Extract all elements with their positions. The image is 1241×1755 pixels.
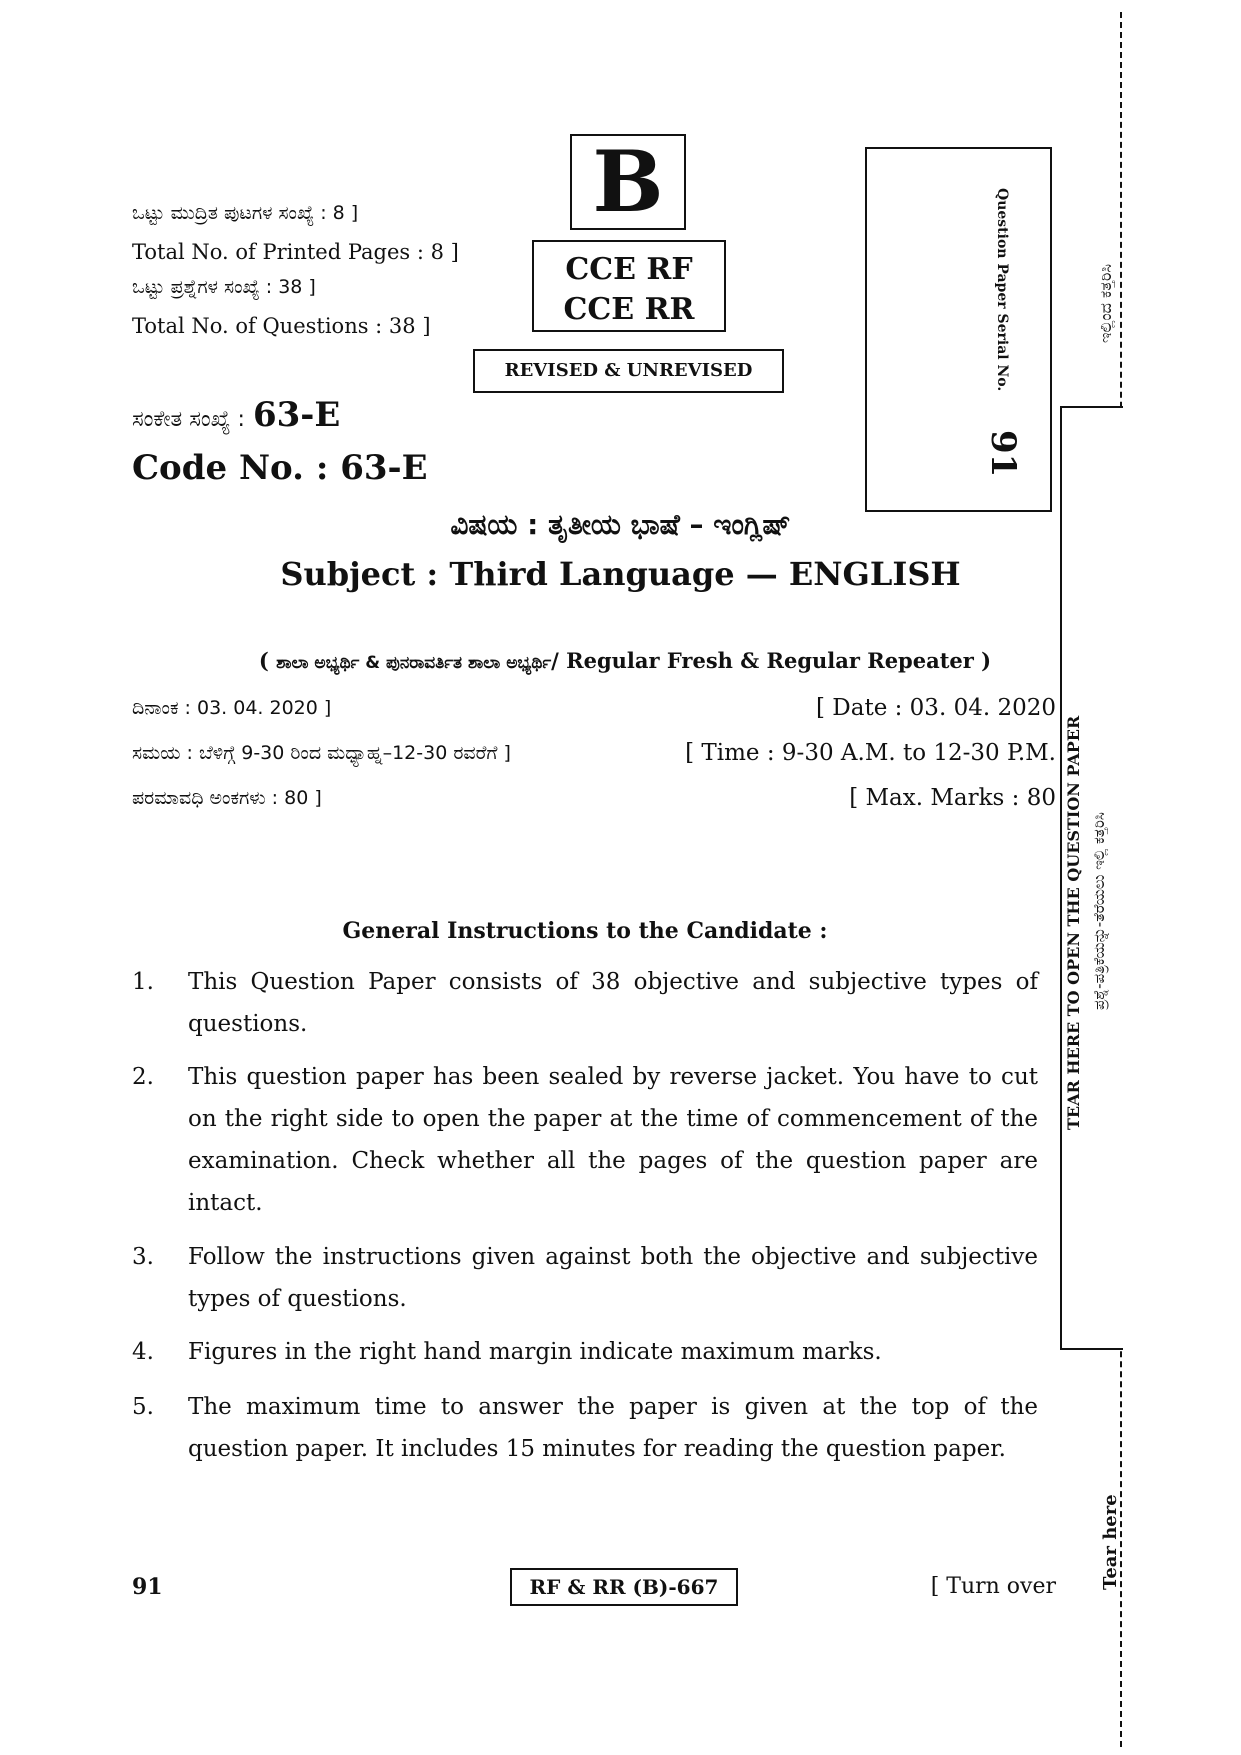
kn-printed-pages: ಒಟ್ಟು ಮುದ್ರಿತ ಪುಟಗಳ ಸಂಖ್ಯೆ : 8 ] bbox=[132, 202, 359, 224]
cce-box bbox=[532, 240, 726, 332]
printed-pages: Total No. of Printed Pages : 8 ] bbox=[132, 240, 459, 264]
turn-over: [ Turn over bbox=[930, 1574, 1056, 1599]
kn-code-label: ಸಂಕೇತ ಸಂಖ್ಯೆ : bbox=[132, 407, 245, 432]
instruction-number: 5. bbox=[132, 1394, 154, 1420]
page-serial: 91 bbox=[132, 1574, 163, 1600]
instruction-text: This Question Paper consists of 38 objective and subjective types of questions. bbox=[188, 969, 1038, 1037]
serial-number-box bbox=[865, 147, 1052, 512]
instruction-text: The maximum time to answer the paper is given at the top of the question paper. It includes 15 minutes for reading the question paper. bbox=[188, 1394, 1038, 1462]
instruction-item bbox=[132, 961, 1038, 1045]
exam-time: [ Time : 9-30 A.M. to 12-30 P.M. bbox=[685, 740, 1056, 766]
version-box: B bbox=[570, 134, 686, 230]
instruction-text: Figures in the right hand margin indicate maximum marks. bbox=[188, 1339, 882, 1365]
exam-date: [ Date : 03. 04. 2020 bbox=[816, 695, 1056, 721]
kn-cut-here: ಇಲ್ಲಿಂದ ಕತ್ತರಿಸಿ bbox=[1096, 264, 1115, 343]
code-number: Code No. : 63-E bbox=[132, 448, 428, 488]
instruction-text: Follow the instructions given against both the objective and subjective types of questions. bbox=[188, 1244, 1038, 1312]
kn-code bbox=[132, 395, 340, 435]
instruction-item bbox=[132, 1331, 1038, 1373]
kn-subject: ವಿಷಯ : ತೃತೀಯ ಭಾಷೆ – ಇಂಗ್ಲಿಷ್ bbox=[450, 508, 791, 541]
instruction-item bbox=[132, 1236, 1038, 1320]
tear-instruction: TEAR HERE TO OPEN THE QUESTION PAPER bbox=[1064, 715, 1083, 1130]
instruction-number: 3. bbox=[132, 1244, 154, 1270]
serial-label: Question Paper Serial No. bbox=[994, 188, 1010, 392]
kn-max-marks: ಪರಮಾವಧಿ ಅಂಕಗಳು : 80 ] bbox=[132, 787, 322, 809]
cce-line-1: CCE RF bbox=[565, 252, 693, 287]
serial-number: 91 bbox=[983, 430, 1023, 478]
instruction-text: This question paper has been sealed by reverse jacket. You have to cut on the right side to open the paper at the time of commencement of the examination. Check whether all the pages of the question paper are intact. bbox=[188, 1064, 1038, 1216]
subject-title: Subject : Third Language — ENGLISH bbox=[280, 555, 961, 593]
kn-tear-instruction: ಪ್ರಶ್ನೆ-ಪತ್ರಿಕೆಯನ್ನು-ತೆರೆಯಲು ಇಲ್ಲಿ ಕತ್ತರಿಸಿ bbox=[1090, 812, 1108, 1010]
max-marks: [ Max. Marks : 80 bbox=[849, 785, 1056, 811]
candidate-open: ( bbox=[258, 648, 277, 673]
instruction-item bbox=[132, 1386, 1038, 1470]
kn-code-value: 63-E bbox=[252, 395, 341, 435]
instruction-number: 2. bbox=[132, 1064, 154, 1090]
candidate-en: / Regular Fresh & Regular Repeater ) bbox=[551, 648, 992, 673]
revised-box: REVISED & UNREVISED bbox=[473, 349, 784, 393]
kn-time: ಸಮಯ : ಬೆಳಿಗ್ಗೆ 9-30 ರಿಂದ ಮಧ್ಯಾಹ್ನ–12-30 ರವರೆಗೆ ] bbox=[132, 742, 511, 764]
footer-code-box: RF & RR (B)-667 bbox=[510, 1568, 738, 1606]
instruction-item bbox=[132, 1056, 1038, 1224]
total-questions: Total No. of Questions : 38 ] bbox=[132, 314, 431, 338]
cce-line-2: CCE RR bbox=[563, 292, 695, 327]
kn-total-questions: ಒಟ್ಟು ಪ್ರಶ್ನೆಗಳ ಸಂಖ್ಯೆ : 38 ] bbox=[132, 276, 316, 298]
instruction-number: 4. bbox=[132, 1339, 154, 1365]
instruction-number: 1. bbox=[132, 969, 154, 995]
instructions-heading: General Instructions to the Candidate : bbox=[342, 918, 828, 944]
candidate-type bbox=[200, 648, 1050, 673]
tear-here-label: Tear here bbox=[1100, 1494, 1121, 1590]
candidate-kn: ಶಾಲಾ ಅಭ್ಯರ್ಥಿ & ಪುನರಾವರ್ತಿತ ಶಾಲಾ ಅಭ್ಯರ್ಥಿ bbox=[276, 653, 552, 673]
kn-date: ದಿನಾಂಕ : 03. 04. 2020 ] bbox=[132, 697, 332, 719]
